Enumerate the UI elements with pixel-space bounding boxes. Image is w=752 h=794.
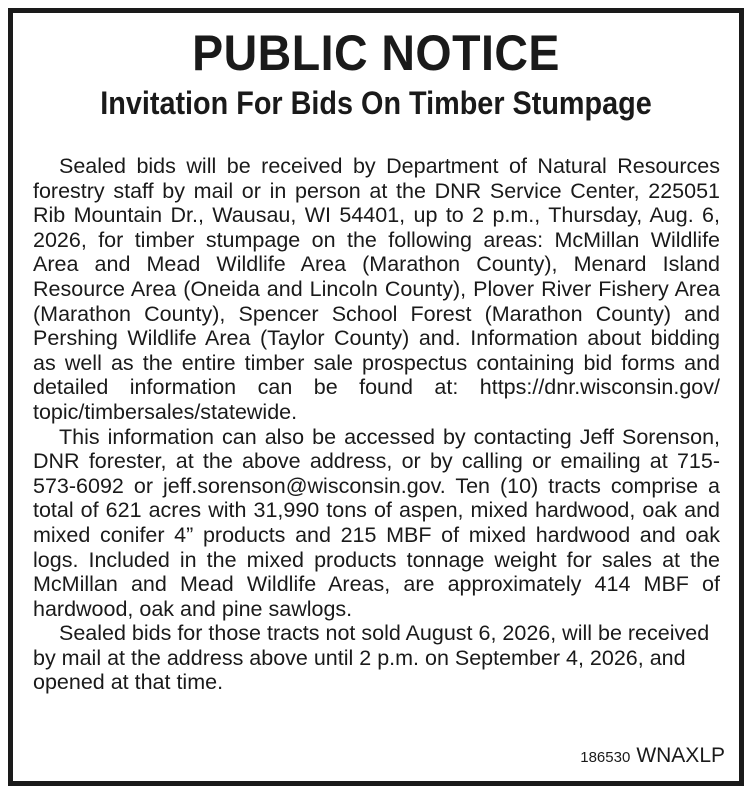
paragraph-unsold-tracts: Sealed bids for those tracts not sold August 6, 2026, will be received by mail at the address above until 2 p.m. on September 4, 2026, and opened at that time. xyxy=(33,621,710,695)
notice-subtitle: Invitation For Bids On Timber Stumpage xyxy=(100,85,652,121)
ad-number: 186530 xyxy=(580,749,631,766)
paragraph-bid-details: Sealed bids will be received by Department of Natural Resources forestry staff by mail or in person at the DNR Service Center, 225051 Rib Mountain Dr., Wausau, WI 54401, up to 2 p.m., Thursday, Aug. 6, 2026, for timber stumpage on the following areas: McMillan Wildlife Area and Mead Wildlife Area (Marathon County), Menard Island Resource Area (Oneida and Lincoln County), Plover River Fishery Area (Marathon County), Spencer School Forest (Marathon County) and Pershing Wildlife Area (Taylor County) and. Information about bidding as well as the entire timber sale prospectus containing bid forms and detailed information can be found at: https://dnr.wisconsin.gov/ topic/timbersales/statewide. xyxy=(33,154,720,424)
paragraph-contact-info: This information can also be accessed by contacting Jeff Sorenson, DNR forester, at the above address, or by calling or emailing at 715-573-6092 or jeff.sorenson@wisconsin.gov. Ten (10) tracts comprise a total of 621 acres with 31,990 tons of aspen, mixed hardwood, oak and mixed conifer 4” products and 215 MBF of mixed hardwood and oak logs. Included in the mixed products tonnage weight for sales at the McMillan and Mead Wildlife Areas, are approximately 414 MBF of hardwood, oak and pine sawlogs. xyxy=(33,424,720,621)
public-notice xyxy=(8,8,744,786)
ad-tag: WNAXLP xyxy=(636,744,725,767)
notice-body xyxy=(33,154,720,695)
notice-title: PUBLIC NOTICE xyxy=(192,25,560,81)
ad-code xyxy=(580,745,725,769)
